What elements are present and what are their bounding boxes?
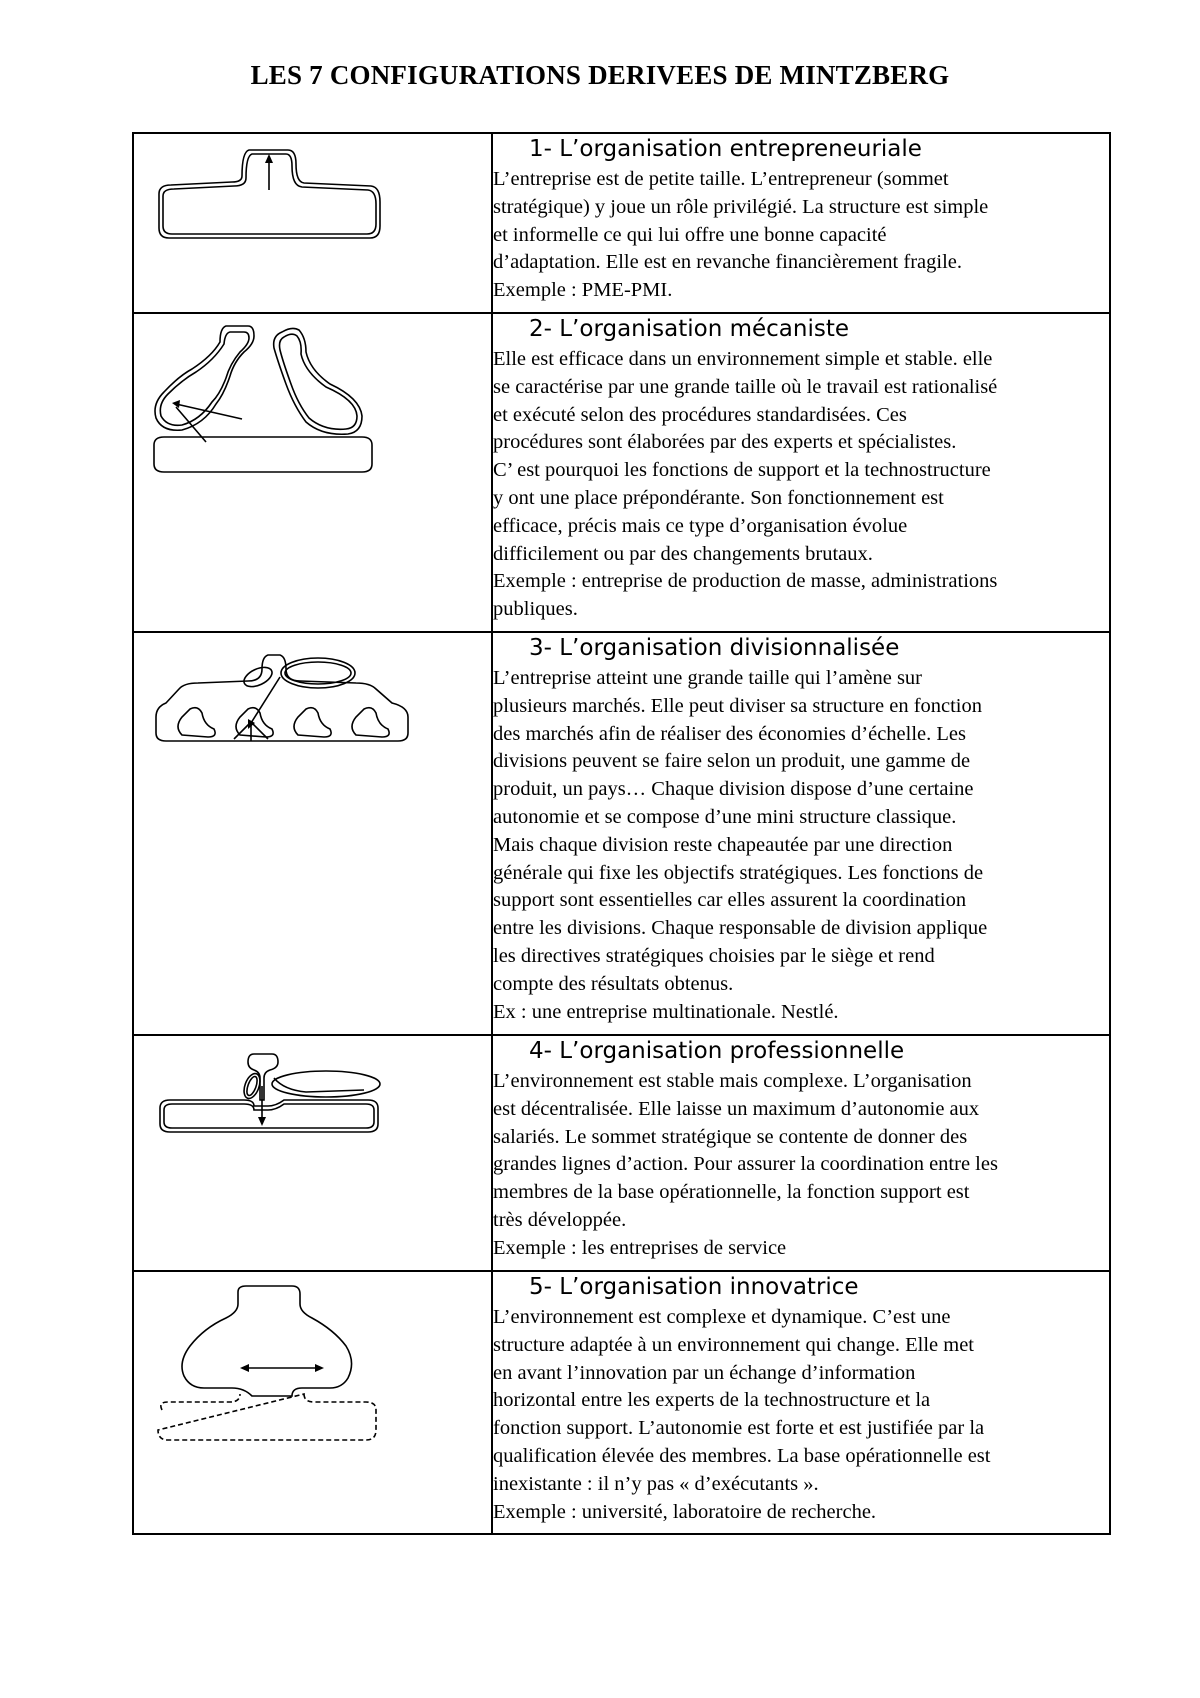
innovative-structure-diagram [134,1272,489,1533]
figure-cell [133,313,492,632]
text-cell [492,632,1110,1035]
table-row [133,632,1110,1035]
text-line: L’entreprise atteint une grande taille qui l’amène sur [493,667,923,689]
text-cell [492,1035,1110,1271]
row-description [493,1304,1109,1526]
text-line: procédures sont élaborées par des experts et spécialistes. [493,431,957,454]
text-line: L’environnement est stable mais complexe. L’organisation [493,1070,972,1092]
text-line: générale qui fixe les objectifs stratégiques. Les fonctions de [493,861,984,884]
text-cell [492,133,1110,313]
text-line: Elle est efficace dans un environnement simple et stable. elle [493,348,993,370]
row-heading: 4- L’organisation professionnelle [529,1038,905,1064]
text-line: publiques. [493,598,578,621]
text-line: compte des résultats obtenus. [493,972,734,995]
text-line: support sont essentielles car elles assurent la coordination [493,889,967,912]
text-line: et informelle ce qui lui offre une bonne capacité [493,223,887,246]
text-line: salariés. Le sommet stratégique se contente de donner des [493,1125,968,1148]
text-line: qualification élevée des membres. La base opérationnelle est [493,1444,991,1467]
table-row [133,1271,1110,1534]
row-description [493,665,1109,1026]
text-line: efficace, précis mais ce type d’organisation évolue [493,514,908,537]
text-line: en avant l’innovation par un échange d’information [493,1361,916,1384]
text-line: C’ est pourquoi les fonctions de support et la technostructure [493,459,991,482]
entrepreneurial-structure-diagram [134,134,489,312]
text-line: les directives stratégiques choisies par le siège et rend [493,944,935,967]
text-cell [492,1271,1110,1534]
text-line: plusieurs marchés. Elle peut diviser sa structure en fonction [493,694,983,717]
text-line: est décentralisée. Elle laisse un maximum d’autonomie aux [493,1097,980,1120]
figure-cell [133,1035,492,1271]
text-line: structure adaptée à un environnement qui change. Elle met [493,1333,974,1356]
text-line: inexistante : il n’y pas « d’exécutants ». [493,1472,819,1495]
figure-cell [133,632,492,1035]
row-description [493,166,1109,305]
configurations-table [132,132,1111,1535]
text-line: membres de la base opérationnelle, la fonction support est [493,1181,970,1204]
text-line: très développée. [493,1208,627,1231]
text-line: se caractérise par une grande taille où le travail est rationalisé [493,375,998,398]
row-description [493,1068,1109,1263]
text-line: divisions peuvent se faire selon un produit, une gamme de [493,750,971,773]
text-line: Exemple : entreprise de production de masse, administrations [493,570,998,593]
text-line: produit, un pays… Chaque division dispose d’une certaine [493,778,974,801]
text-line: d’adaptation. Elle est en revanche financièrement fragile. [493,251,962,274]
text-line: difficilement ou par des changements brutaux. [493,542,873,565]
text-line: horizontal entre les experts de la technostructure et la [493,1389,931,1412]
text-line: des marchés afin de réaliser des économies d’échelle. Les [493,722,966,745]
row-description [493,346,1109,624]
text-line: L’environnement est complexe et dynamique. C’est une [493,1306,951,1328]
table-row [133,133,1110,313]
figure-cell [133,133,492,313]
figure-cell [133,1271,492,1534]
text-line: y ont une place prépondérante. Son fonctionnement est [493,486,944,509]
text-line: Ex : une entreprise multinationale. Nestlé. [493,1000,839,1023]
text-line: et exécuté selon des procédures standardisées. Ces [493,403,907,426]
text-line: Exemple : université, laboratoire de recherche. [493,1500,877,1523]
text-line: autonomie et se compose d’une mini structure classique. [493,805,957,828]
row-heading: 1- L’organisation entrepreneuriale [529,136,922,162]
text-line: Mais chaque division reste chapeautée par une direction [493,833,953,856]
text-line: Exemple : les entreprises de service [493,1236,787,1259]
row-heading: 3- L’organisation divisionnalisée [529,635,900,661]
text-line: fonction support. L’autonomie est forte et est justifiée par la [493,1417,985,1440]
text-cell [492,313,1110,632]
row-heading: 2- L’organisation mécaniste [529,316,850,342]
text-line: L’entreprise est de petite taille. L’entrepreneur (sommet [493,168,949,190]
text-line: entre les divisions. Chaque responsable de division applique [493,917,988,940]
table-row [133,313,1110,632]
page-title: LES 7 CONFIGURATIONS DERIVEES DE MINTZBERG [250,60,950,90]
text-line: stratégique) y joue un rôle privilégié. La structure est simple [493,195,989,218]
table-row [133,1035,1110,1271]
divisional-structure-diagram [134,633,489,1034]
professional-structure-diagram [134,1036,489,1270]
mechanistic-structure-diagram [134,314,489,631]
text-line: Exemple : PME-PMI. [493,279,673,302]
text-line: grandes lignes d’action. Pour assurer la coordination entre les [493,1153,998,1176]
row-heading: 5- L’organisation innovatrice [529,1274,859,1300]
